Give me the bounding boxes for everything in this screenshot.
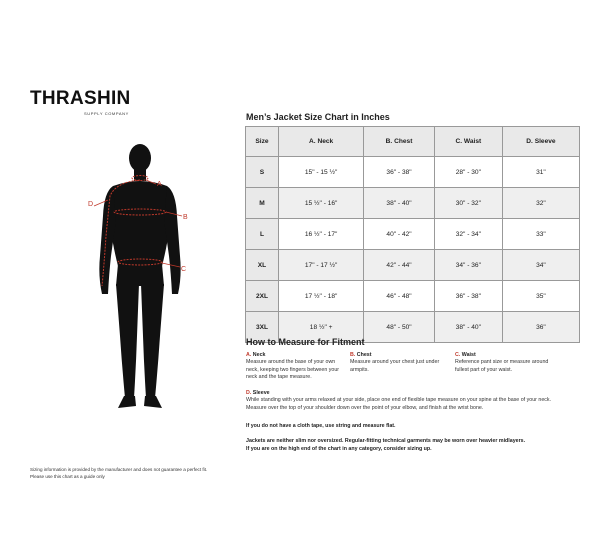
sleeve-instructions — [246, 390, 572, 412]
header-size: Size — [246, 127, 279, 157]
waist-value: 30" - 32" — [434, 188, 502, 219]
sleeve-heading — [246, 390, 572, 397]
sleeve-value: 32" — [502, 188, 579, 219]
table-row — [246, 157, 580, 188]
header-neck: A. Neck — [279, 127, 364, 157]
marker-a: A — [157, 181, 162, 188]
brand-logo — [30, 88, 142, 122]
chest-value: 42" - 44" — [364, 250, 435, 281]
chest-value: 46" - 48" — [364, 281, 435, 312]
size-label: 2XL — [246, 281, 279, 312]
measure-tip: If you do not have a cloth tape, use string and measure flat. — [246, 423, 396, 429]
chest-label: Chest — [356, 352, 372, 358]
fit-note-1: Jackets are neither slim nor oversized. Regular-fitting technical garments may be worn over heavier midlayers. — [246, 438, 526, 444]
waist-value: 34" - 36" — [434, 250, 502, 281]
neck-value: 15 ½" - 16" — [279, 188, 364, 219]
sleeve-text: While standing with your arms relaxed at your side, place one end of flexible tape measure on your spine at the base of your neck. Measure over the top of your shoulder down over the point of your elbow, and finish at the wrist bone. — [246, 397, 552, 411]
chest-heading — [350, 352, 448, 359]
neck-value: 18 ½" + — [279, 312, 364, 343]
disclaimer-line-1: Sizing information is provided by the manufacturer and does not guarantee a perfect fit. — [30, 467, 208, 472]
waist-value: 28" - 30" — [434, 157, 502, 188]
chest-text: Measure around your chest just under armpits. — [350, 359, 440, 373]
neck-value: 17 ½" - 18" — [279, 281, 364, 312]
waist-text: Reference pant size or measure around fullest part of your waist. — [455, 359, 549, 373]
marker-c: C — [181, 266, 187, 273]
sleeve-value: 36" — [502, 312, 579, 343]
waist-letter: C. — [455, 352, 461, 358]
chest-value: 38" - 40" — [364, 188, 435, 219]
table-row — [246, 250, 580, 281]
sleeve-value: 34" — [502, 250, 579, 281]
header-sleeve: D. Sleeve — [502, 127, 579, 157]
size-label: M — [246, 188, 279, 219]
neck-value: 15" - 15 ½" — [279, 157, 364, 188]
body-silhouette — [80, 136, 200, 426]
neck-value: 17" - 17 ½" — [279, 250, 364, 281]
size-chart-title: Men’s Jacket Size Chart in Inches — [246, 112, 390, 122]
waist-instructions — [455, 352, 555, 374]
table-row — [246, 219, 580, 250]
chest-instructions — [350, 352, 448, 374]
chest-letter: B. — [350, 352, 356, 358]
header-chest: B. Chest — [364, 127, 435, 157]
sizing-disclaimer — [30, 466, 250, 480]
size-label: S — [246, 157, 279, 188]
table-row — [246, 188, 580, 219]
neck-heading — [246, 352, 346, 359]
sleeve-value: 33" — [502, 219, 579, 250]
size-label: XL — [246, 250, 279, 281]
fit-note-2: If you are on the high end of the chart in any category, consider sizing up. — [246, 446, 432, 452]
marker-d: D — [88, 201, 94, 208]
waist-value: 38" - 40" — [434, 312, 502, 343]
table-row — [246, 281, 580, 312]
marker-b: B — [183, 214, 188, 221]
disclaimer-line-2: Please use this chart as a guide only — [30, 474, 105, 479]
neck-value: 16 ½" - 17" — [279, 219, 364, 250]
how-to-measure-title: How to Measure for Fitment — [246, 337, 365, 347]
waist-label: Waist — [461, 352, 476, 358]
chest-value: 40" - 42" — [364, 219, 435, 250]
brand-name: THRASHIN — [30, 88, 131, 109]
brand-tagline: SUPPLY COMPANY — [84, 111, 129, 116]
neck-letter: A. — [246, 352, 252, 358]
size-label: L — [246, 219, 279, 250]
waist-value: 36" - 38" — [434, 281, 502, 312]
header-waist: C. Waist — [434, 127, 502, 157]
waist-heading — [455, 352, 555, 359]
size-label: 3XL — [246, 312, 279, 343]
neck-label: Neck — [252, 352, 266, 358]
size-table-header-row — [246, 127, 580, 157]
size-chart-table — [245, 126, 580, 343]
chest-value: 36" - 38" — [364, 157, 435, 188]
sleeve-value: 35" — [502, 281, 579, 312]
chest-value: 48" - 50" — [364, 312, 435, 343]
sleeve-label: Sleeve — [252, 390, 270, 396]
neck-instructions — [246, 352, 346, 382]
sleeve-value: 31" — [502, 157, 579, 188]
waist-value: 32" - 34" — [434, 219, 502, 250]
neck-text: Measure around the base of your own neck, keeping two fingers between your neck and the tape measure. — [246, 359, 340, 381]
sleeve-letter: D. — [246, 390, 252, 396]
